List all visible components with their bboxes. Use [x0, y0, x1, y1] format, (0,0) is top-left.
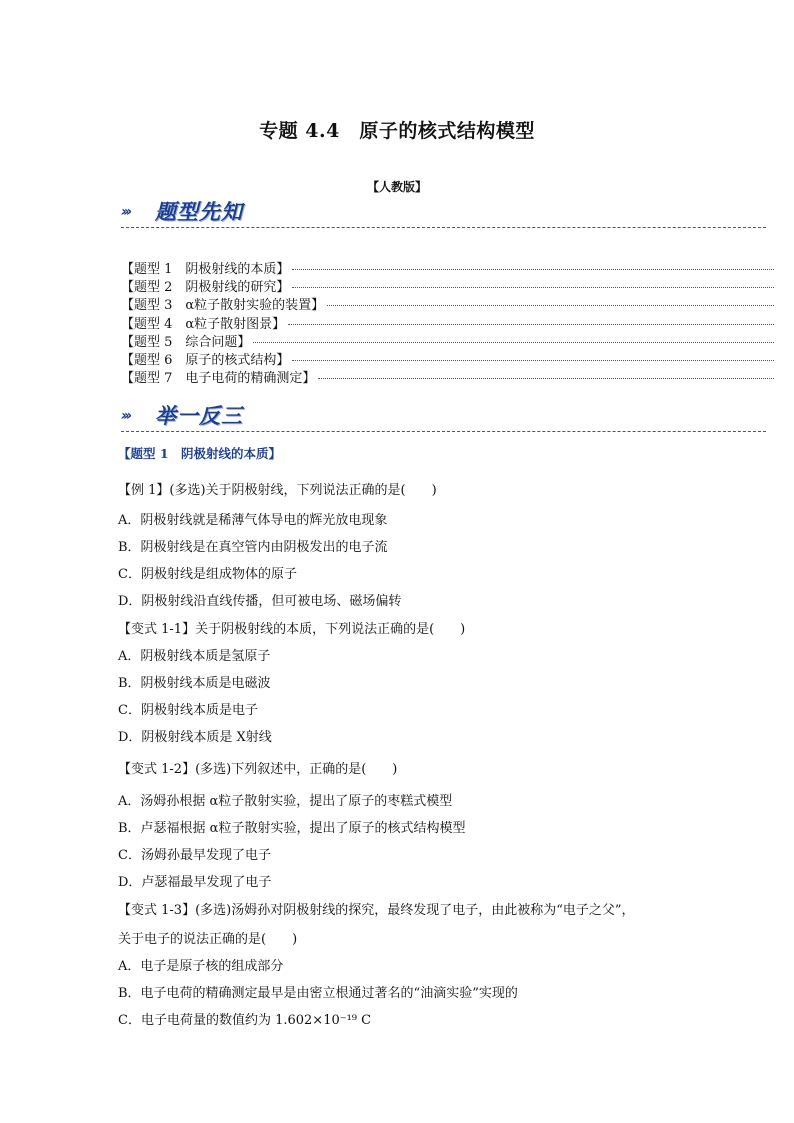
dashed-divider — [121, 431, 766, 432]
dashed-divider — [121, 227, 766, 228]
toc-item[interactable]: 【题型 4 α粒子散射图景】 — [121, 313, 774, 331]
arrows-icon: ››› — [121, 204, 130, 220]
option-line: A．阴极射线本质是氢原子 — [118, 649, 271, 664]
option-line: B．阴极射线是在真空管内由阴极发出的电子流 — [118, 540, 388, 555]
question-stem: 【变式 1-1】关于阴极射线的本质，下列说法正确的是( ) — [118, 622, 466, 637]
toc-item[interactable]: 【题型 6 原子的核式结构】 — [121, 349, 774, 367]
option-line: C．汤姆孙最早发现了电子 — [118, 848, 271, 863]
banner-label: 举一反三 — [155, 404, 243, 428]
option-line: B．电子电荷的精确测定最早是由密立根通过著名的“油滴实验”实现的 — [118, 986, 518, 1001]
edition-label: 【人教版】 — [366, 180, 427, 194]
banner-label: 题型先知 — [155, 200, 243, 224]
section-heading: 【题型 1 阴极射线的本质】 — [118, 446, 282, 461]
question-stem: 【变式 1-3】(多选)汤姆孙对阴极射线的探究，最终发现了电子，由此被称为“电子之父”， — [118, 903, 635, 918]
banner-question-types — [121, 198, 766, 228]
option-line: D．卢瑟福最早发现了电子 — [118, 875, 272, 890]
option-line: A．阴极射线就是稀薄气体导电的辉光放电现象 — [118, 513, 388, 528]
option-line: C．电子电荷量的数值约为 1.602×10⁻¹⁹ C — [118, 1013, 372, 1028]
option-line: B．卢瑟福根据 α粒子散射实验，提出了原子的核式结构模型 — [118, 821, 466, 836]
option-line: D．阴极射线本质是 X射线 — [118, 730, 272, 745]
toc-item[interactable]: 【题型 3 α粒子散射实验的装置】 — [121, 294, 774, 312]
toc-item[interactable]: 【题型 7 电子电荷的精确测定】 — [121, 367, 774, 385]
page-title: 专题 4.4 原子的核式结构模型 — [259, 120, 535, 142]
toc-item[interactable]: 【题型 2 阴极射线的研究】 — [121, 276, 774, 294]
question-stem: 【例 1】(多选)关于阴极射线，下列说法正确的是( ) — [118, 483, 437, 498]
option-line: C．阴极射线是组成物体的原子 — [118, 567, 297, 582]
question-stem: 【变式 1-2】(多选)下列叙述中，正确的是( ) — [118, 762, 398, 777]
toc-item[interactable]: 【题型 5 综合问题】 — [121, 331, 774, 349]
toc-item[interactable]: 【题型 1 阴极射线的本质】 — [121, 258, 774, 276]
arrows-icon: ››› — [121, 408, 130, 424]
option-line: C．阴极射线本质是电子 — [118, 703, 258, 718]
option-line: A．汤姆孙根据 α粒子散射实验，提出了原子的枣糕式模型 — [118, 794, 453, 809]
option-line: D．阴极射线沿直线传播，但可被电场、磁场偏转 — [118, 594, 402, 609]
option-line: A．电子是原子核的组成部分 — [118, 959, 284, 974]
option-line: B．阴极射线本质是电磁波 — [118, 676, 271, 691]
banner-examples — [121, 402, 766, 432]
question-stem-continued: 关于电子的说法正确的是( ) — [118, 932, 298, 947]
table-of-contents — [121, 258, 774, 385]
